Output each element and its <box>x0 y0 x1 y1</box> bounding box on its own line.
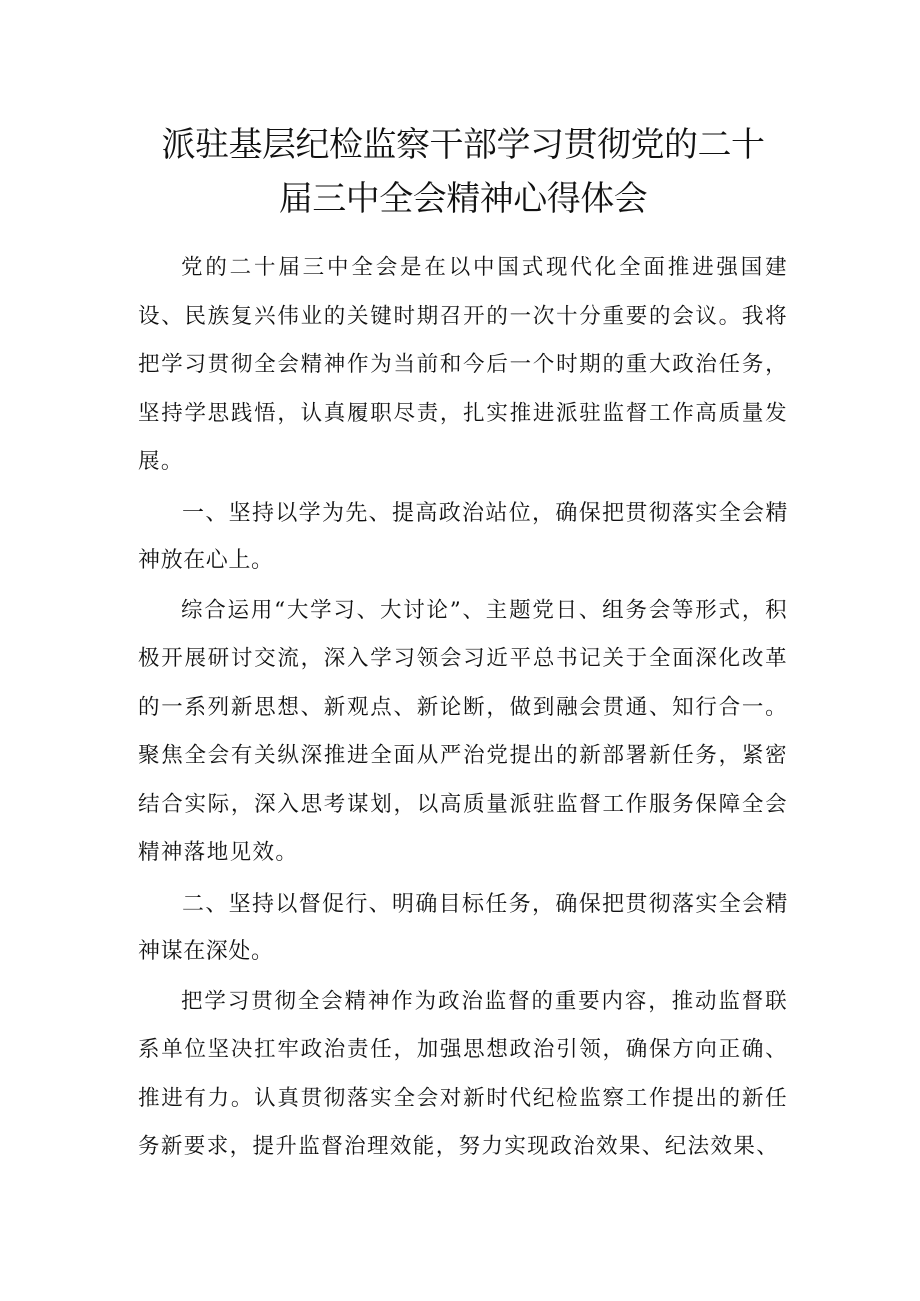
section-1-body: 综合运用“大学习、大讨论”、主题党日、组务会等形式，积极开展研讨交流，深入学习领会习近平总书记关于全面深化改革的一系列新思想、新观点、新论断，做到融会贯通、知行合一。聚焦全会有关纵深推进全面从严治党提出的新部署新任务，紧密结合实际，深入思考谋划，以高质量派驻监督工作服务保障全会精神落地见效。 <box>138 597 788 865</box>
document-title <box>138 118 788 226</box>
title-line-2: 届三中全会精神心得体会 <box>278 179 648 219</box>
intro-paragraph: 党的二十届三中全会是在以中国式现代化全面推进强国建设、民族复兴伟业的关键时期召开的一次十分重要的会议。我将把学习贯彻全会精神作为当前和今后一个时期的重大政治任务，坚持学思践悟，认真履职尽责，扎实推进派驻监督工作高质量发展。 <box>138 255 788 474</box>
document-body <box>138 244 788 1172</box>
section-1-heading: 一、坚持以学为先、提高政治站位，确保把贯彻落实全会精神放在心上。 <box>138 500 788 573</box>
section-2-heading: 二、坚持以督促行、明确目标任务，确保把贯彻落实全会精神谋在深处。 <box>138 891 788 964</box>
title-line-1: 派驻基层纪检监察干部学习贯彻党的二十 <box>161 125 765 165</box>
section-2-body: 把学习贯彻全会精神作为政治监督的重要内容，推动监督联系单位坚决扛牢政治责任，加强思想政治引领，确保方向正确、推进有力。认真贯彻落实全会对新时代纪检监察工作提出的新任务新要求，提升监督治理效能，努力实现政治效果、纪法效果、 <box>138 988 788 1159</box>
